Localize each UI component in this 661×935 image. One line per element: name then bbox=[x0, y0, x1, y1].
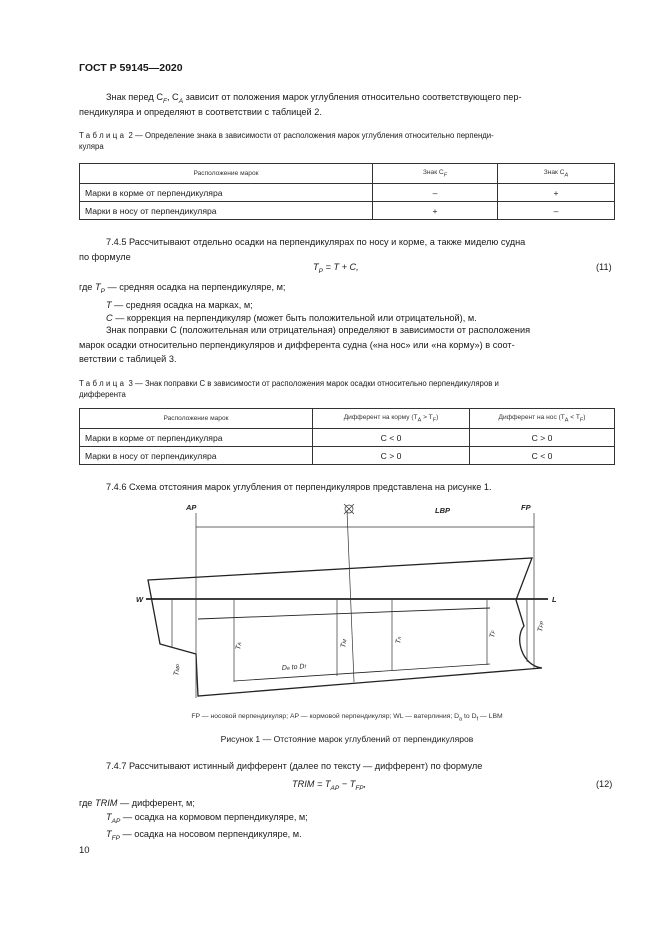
table-row bbox=[80, 184, 615, 202]
label-t-a: TA bbox=[235, 641, 244, 651]
section-7-4-7: 7.4.7 Рассчитывают истинный дифферент (далее по тексту — дифферент) по формуле bbox=[106, 761, 483, 771]
table3-col-aft-trim: Дифферент на корму $(T_A > T_F)$ bbox=[313, 409, 470, 429]
table2 bbox=[79, 163, 615, 220]
table2-col-cf: Знак $C_F$ bbox=[373, 164, 498, 184]
table3-col-position: Расположение марок bbox=[80, 409, 313, 429]
table-cell: Марки в корме от перпендикуляра bbox=[80, 429, 313, 447]
label-ap: AP bbox=[186, 503, 197, 512]
table-cell: Марки в корме от перпендикуляра bbox=[80, 184, 373, 202]
label-fp: FP bbox=[521, 503, 531, 512]
table-row bbox=[80, 447, 615, 465]
label-da-to-df: Da to Df bbox=[281, 663, 307, 672]
definitions-12: где TRIM — дифферент, м; $T_{AP}$ — осадка на кормовом перпендикуляре, м; $T_{FP}$ — осадка на носовом перпендикуляре, м. bbox=[79, 798, 308, 843]
label-t-f: TF bbox=[489, 630, 498, 639]
table-row bbox=[80, 429, 615, 447]
midship-line bbox=[347, 510, 354, 682]
figure-caption: Рисунок 1 — Отстояние марок углублений от перпендикуляров bbox=[220, 734, 474, 744]
table-cell: – bbox=[373, 184, 498, 202]
table-cell: – bbox=[498, 202, 615, 220]
sign-note-line1: Знак поправки C (положительная или отрицательная) определяют в зависимости от расположения bbox=[106, 325, 531, 335]
section-7-4-5-line1: 7.4.5 Рассчитывают отдельно осадки на перпендикулярах по носу и корме, а также миделю судна bbox=[106, 237, 526, 247]
label-w: W bbox=[136, 595, 144, 604]
table2-header-row bbox=[80, 164, 615, 184]
table-cell: + bbox=[498, 184, 615, 202]
table2-col-ca: Знак $C_A$ bbox=[498, 164, 615, 184]
figure-1-diagram bbox=[130, 498, 570, 708]
label-t-fp: TFP bbox=[537, 620, 546, 633]
table3-header-row bbox=[80, 409, 615, 429]
formula-11: $T_P = T + C$, bbox=[313, 262, 359, 275]
table-cell: + bbox=[373, 202, 498, 220]
table3-col-fwd-trim: Дифферент на нос $(T_A < T_F)$ bbox=[470, 409, 615, 429]
label-t-m: TM bbox=[340, 638, 349, 649]
keel-line bbox=[198, 608, 490, 619]
table-cell: Марки в носу от перпендикуляра bbox=[80, 202, 373, 220]
table-cell: C > 0 bbox=[470, 429, 615, 447]
table-cell: Марки в носу от перпендикуляра bbox=[80, 447, 313, 465]
table2-col-position: Расположение марок bbox=[80, 164, 373, 184]
label-l: L bbox=[552, 595, 557, 604]
intro-paragraph: Знак перед $C_F$, $C_A$ зависит от положения марок углубления относительно соответствующего пер- bbox=[106, 92, 522, 105]
section-7-4-5-line2: по формуле bbox=[79, 252, 131, 262]
label-lbp: LBP bbox=[435, 506, 450, 515]
table3 bbox=[79, 408, 615, 465]
table-cell: C > 0 bbox=[313, 447, 470, 465]
label-t-mp: TMP bbox=[173, 663, 183, 677]
table-cell: C < 0 bbox=[470, 447, 615, 465]
sign-note-line2: марок осадки относительно перпендикуляров и дифферента судна («на нос» или «на корму») в соот- bbox=[79, 340, 515, 350]
intro-paragraph-line2: пендикуляра и определяют в соответствии с таблицей 2. bbox=[79, 107, 322, 117]
formula-12: TRIM = $T_{AP} - T_{FP}$, bbox=[292, 779, 367, 792]
table-row bbox=[80, 202, 615, 220]
sign-note-line3: ветствии с таблицей 3. bbox=[79, 354, 177, 364]
table2-caption: Таблица 2 — Определение знака в зависимости от расположения марок углубления относительно перпенди- куляра bbox=[79, 131, 494, 151]
table-cell: C < 0 bbox=[313, 429, 470, 447]
draft-mark-distance-line bbox=[234, 664, 490, 681]
section-7-4-6: 7.4.6 Схема отстояния марок углубления от перпендикуляров представлена на рисунке 1. bbox=[106, 482, 492, 492]
formula-12-number: (12) bbox=[596, 779, 613, 789]
definitions-11: где $T_P$ — средняя осадка на перпендикуляре, м; T — средняя осадка на марках, м; C — коррекция на перпендикуляр (может быть положительной или отрицательной), м. bbox=[79, 282, 477, 324]
hull-outline bbox=[148, 558, 542, 696]
document-code: ГОСТ Р 59145—2020 bbox=[79, 62, 183, 74]
table3-caption: Таблица 3 — Знак поправки C в зависимости от расположения марок осадки относительно перпендикуляров и дифферента bbox=[79, 379, 499, 399]
formula-11-number: (11) bbox=[596, 262, 612, 272]
label-t-n: Tn bbox=[395, 636, 404, 645]
page-number: 10 bbox=[79, 845, 90, 856]
figure-legend: FP — носовой перпендикуляр; AP — кормовой перпендикуляр; WL — ватерлиния; $D_a$ to $D_f$ — LBM bbox=[191, 713, 503, 723]
